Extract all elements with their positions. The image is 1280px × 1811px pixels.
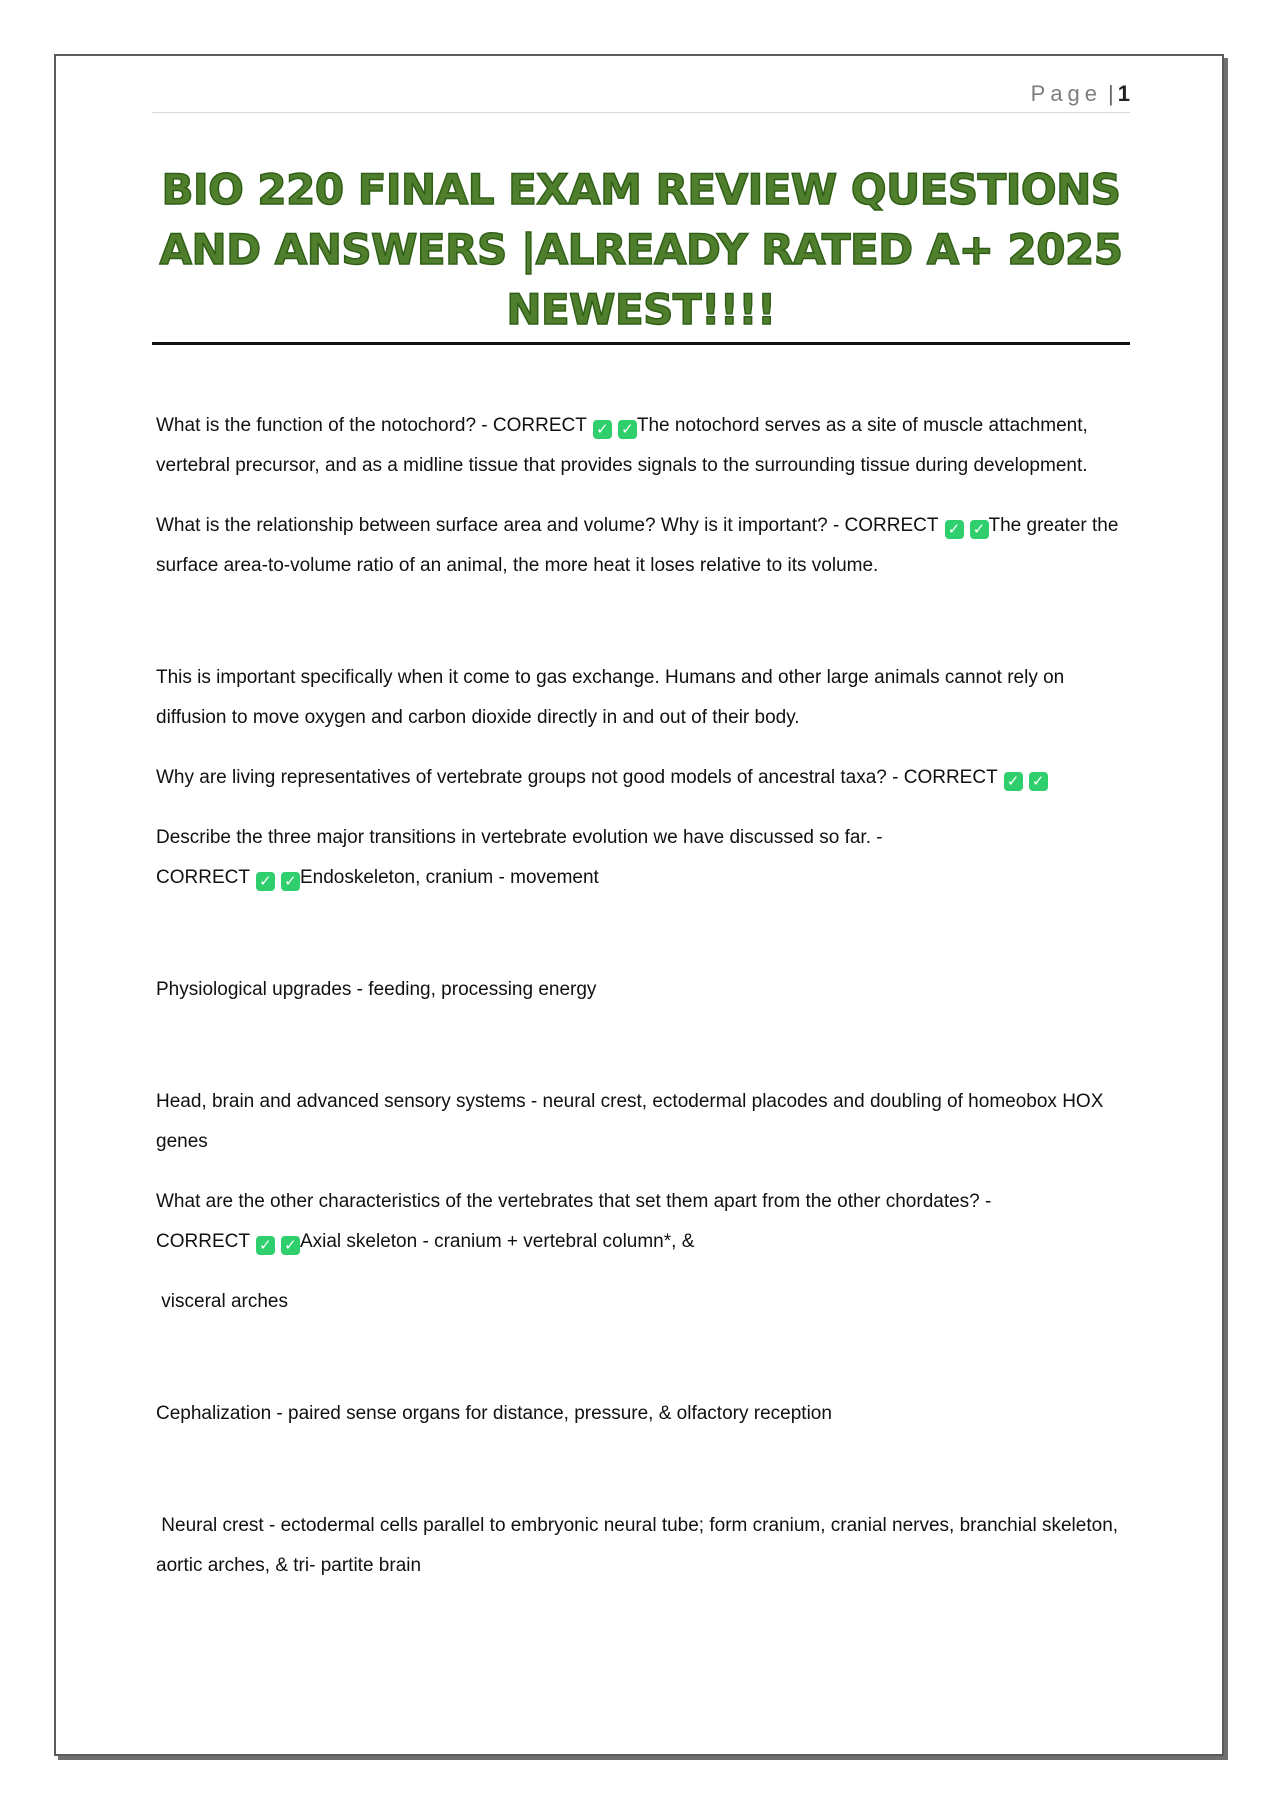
check-mark-icon: ✓: [1029, 772, 1048, 791]
page-label: Page: [1030, 81, 1103, 106]
page-separator: |: [1108, 81, 1114, 106]
question-vertebrate-characteristics: What are the other characteristics of the vertebrates that set them apart from the other chordates? -: [156, 1191, 992, 1212]
check-mark-icon: ✓: [1004, 772, 1023, 791]
check-mark-icon: ✓: [256, 872, 275, 891]
document-title: BIO 220 FINAL EXAM REVIEW QUESTIONS AND ANSWERS |ALREADY RATED A+ 2025 NEWEST!!!!: [159, 165, 1123, 334]
answer-paragraph: Head, brain and advanced sensory systems - neural crest, ectodermal placodes and doubling of homeobox HOX genes: [156, 1091, 1109, 1152]
page-number: 1: [1117, 81, 1130, 106]
check-mark-icon: ✓: [281, 872, 300, 891]
question-text: What is the relationship between surface area and volume? Why is it important? - CORRECT: [156, 515, 939, 536]
question-text: What is the function of the notochord? - CORRECT: [156, 415, 587, 436]
answer-text: Axial skeleton - cranium + vertebral column*, &: [299, 1231, 695, 1252]
answer-paragraph: Physiological upgrades - feeding, processing energy: [156, 979, 597, 1000]
answer-paragraph: Neural crest - ectodermal cells parallel to embryonic neural tube; form cranium, cranial nerves, branchial skeleton, aortic arches, & tri- partite brain: [156, 1515, 1124, 1576]
question-major-transitions: Describe the three major transitions in vertebrate evolution we have discussed so far. -: [156, 827, 883, 848]
check-mark-icon: ✓: [256, 1236, 275, 1255]
check-mark-icon: ✓: [970, 520, 989, 539]
check-mark-icon: ✓: [945, 520, 964, 539]
document-page: [54, 54, 1224, 1756]
page-header: [152, 78, 1130, 113]
answer-text: The notochord serves as a site of muscle attachment, vertebral precursor, and as a midline tissue that provides signals to the surrounding tissue during development.: [156, 415, 1094, 476]
check-mark-icon: ✓: [593, 420, 612, 439]
answer-paragraph: This is important specifically when it come to gas exchange. Humans and other large animals cannot rely on diffusion to move oxygen and carbon dioxide directly in and out of their body.: [156, 667, 1070, 728]
check-mark-icon: ✓: [281, 1236, 300, 1255]
question-living-representatives: [156, 758, 1131, 798]
answer-text: The greater the surface area-to-volume ratio of an animal, the more heat it loses relative to its volume.: [156, 515, 1124, 576]
correct-label: CORRECT: [156, 1231, 250, 1252]
check-mark-icon: ✓: [618, 420, 637, 439]
document-body: [156, 406, 1131, 1586]
question-notochord: [156, 406, 1131, 486]
answer-line: [156, 1222, 1131, 1262]
correct-label: CORRECT: [156, 867, 250, 888]
answer-paragraph: visceral arches: [156, 1291, 288, 1312]
answer-paragraph: Cephalization - paired sense organs for distance, pressure, & olfactory reception: [156, 1403, 832, 1424]
answer-line: [156, 858, 1131, 898]
question-text: Why are living representatives of vertebrate groups not good models of ancestral taxa? - CORRECT: [156, 767, 998, 788]
title-divider: [152, 342, 1130, 345]
question-surface-area: [156, 506, 1131, 586]
answer-text: Endoskeleton, cranium - movement: [299, 867, 599, 888]
